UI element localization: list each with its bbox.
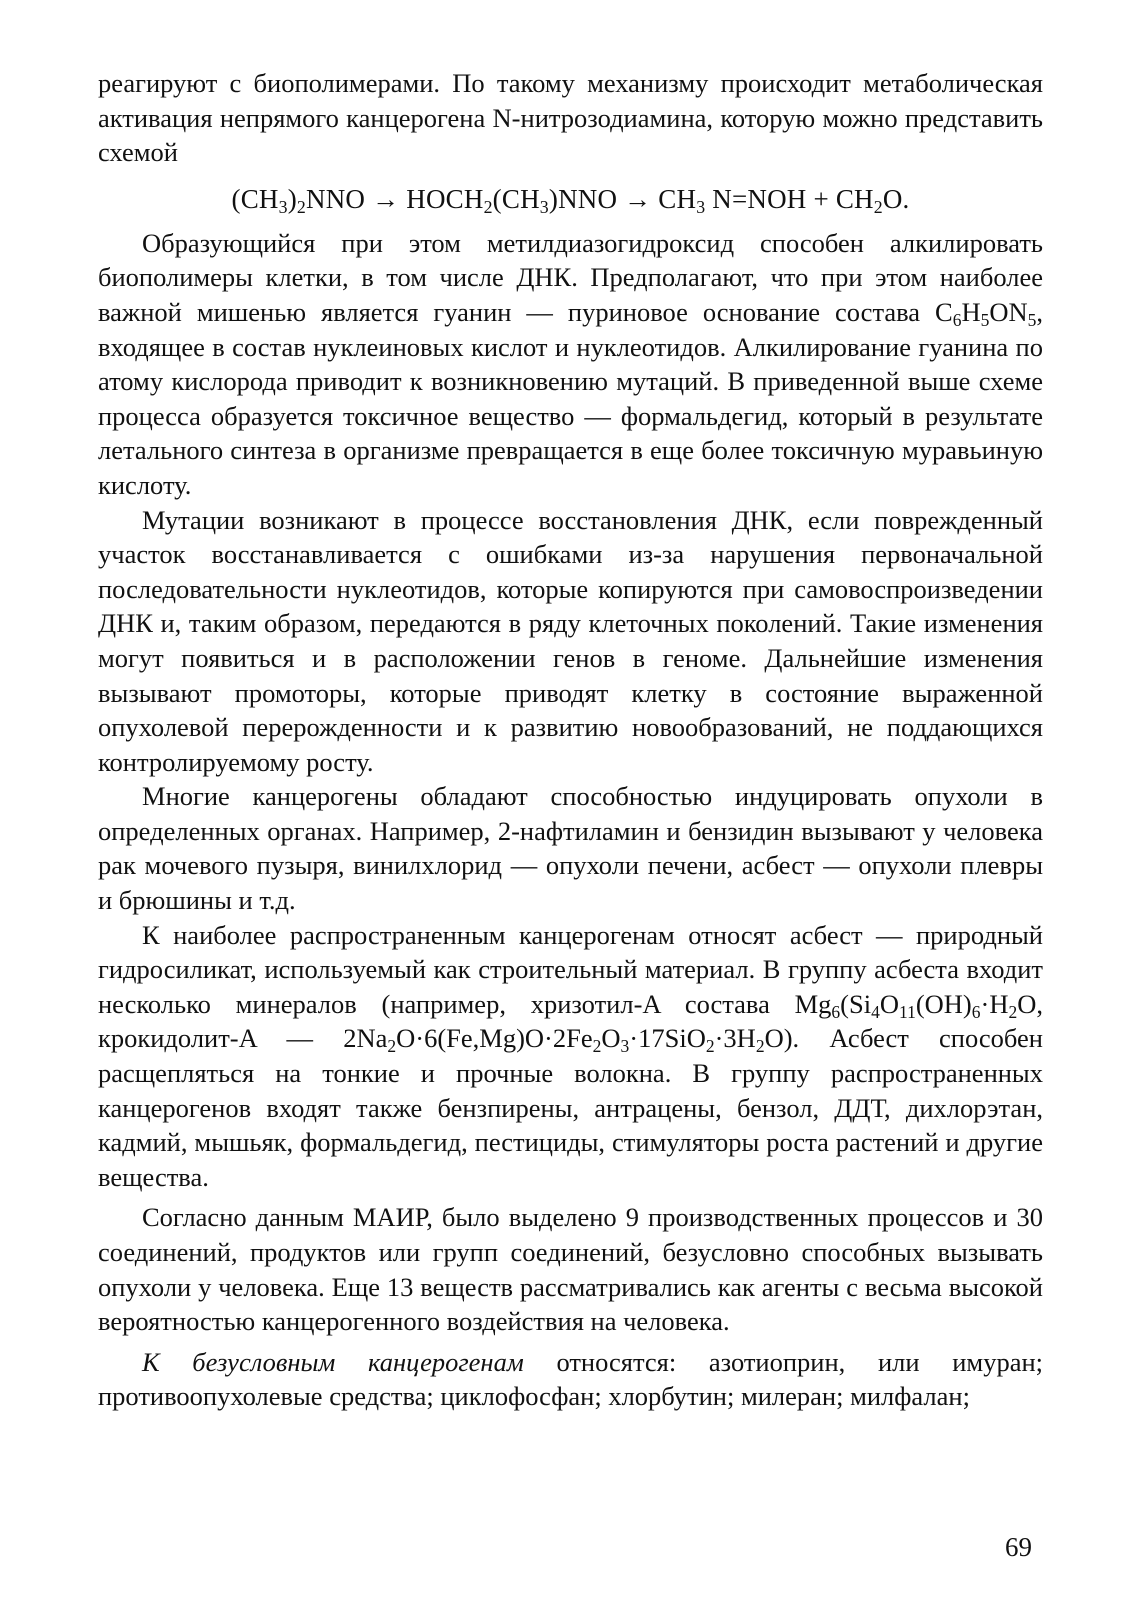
subscript: 11 <box>898 1001 916 1022</box>
formula-part: HOCH <box>406 183 484 214</box>
subscript: 2 <box>755 1036 765 1057</box>
paragraph <box>98 1345 1043 1414</box>
paragraph <box>98 918 1043 1195</box>
subscript: 5 <box>1027 309 1037 330</box>
paragraph-text: O). Асбест способен расщепляться на тонкие и прочные волокна. В группу распространенных канцерогенов входят также бензпирены, антрацены, бензол, ДДТ, дихлорэтан, кадмий, мышьяк, формальдегид, пестициды, стимуляторы роста растений и другие вещества. <box>98 1023 1043 1192</box>
page-text <box>98 66 1043 1414</box>
subscript: 6 <box>831 1001 841 1022</box>
paragraph-text: (Si <box>840 988 872 1019</box>
paragraph-text: Многие канцерогены обладают способностью индуцировать опухоли в определенных органах. Например, 2-нафтиламин и бензидин вызывают у человека рак мочевого пузыря, винилхлорид — опухоли печени, асбест — опухоли плевры и брюшины и т.д. <box>98 781 1043 916</box>
formula-part: N=NOH + CH <box>705 183 874 214</box>
paragraph-text: К наиболее распространенным канцерогенам относят асбест — природный гидросиликат, используемый как строительный материал. В группу асбеста входит несколько минералов (например, хризотил-A состава Mg <box>98 919 1043 1019</box>
paragraph-text: ON <box>989 296 1028 327</box>
paragraph-text: Образующийся при этом метилдиазогидроксид способен алкилировать биополимеры клетки, в том числе ДНК. Предполагают, что при этом наиболее важной мишенью является гуанин — пуриновое основание состава C <box>98 227 1043 327</box>
formula-part: CH <box>658 183 697 214</box>
paragraph-text: , входящее в состав нуклеиновых кислот и нуклеотидов. Алкилирование гуанина по атому кислорода приводит к возникновению мутаций. В приведенной выше схеме процесса образуется токсичное вещество — формальдегид, который в результате летального синтеза в организме превращается в еще более токсичную муравьиную кислоту. <box>98 296 1043 500</box>
paragraph-text: Мутации возникают в процессе восстановления ДНК, если поврежденный участок восстанавливается с ошибками из-за нарушения первоначальной последовательности нуклеотидов, которые копируются при самовоспроизведении ДНК и, таким образом, передаются в ряду клеточных поколений. Такие изменения могут появиться и в расположении генов в геноме. Дальнейшие изменения вызывают промоторы, которые приводят клетку в состояние выраженной опухолевой перерожденности и к развитию новообразований, не поддающихся контролируемому росту. <box>98 504 1043 777</box>
subscript: 4 <box>871 1001 880 1022</box>
paragraph-text: ·H <box>980 988 1009 1019</box>
subscript: 5 <box>980 309 990 330</box>
formula-part: O. <box>882 183 910 214</box>
subscript: 2 <box>387 1036 397 1057</box>
paragraph-text: Согласно данным МАИР, было выделено 9 производственных процессов и 30 соединений, продуктов или групп соединений, безусловно способных вызывать опухоли у человека. Еще 13 веществ рассматривались как агенты с весьма высокой вероятностью канцерогенного воздействия на человека. <box>98 1202 1043 1337</box>
paragraph-text: ·17SiO <box>629 1023 706 1054</box>
paragraph-text: относятся: азотиоприн, или имуран; противоопухолевые средства; циклофосфан; хлорбутин; милеран; милфалан; <box>98 1346 1043 1412</box>
subscript: 2 <box>296 196 307 217</box>
paragraph-text: O <box>879 988 899 1019</box>
paragraph-text: (OH) <box>915 988 972 1019</box>
page-number: 69 <box>1005 1532 1032 1562</box>
arrow: → <box>365 183 407 214</box>
formula-part: (CH <box>492 183 540 214</box>
paragraph-text: ·3H <box>714 1023 756 1054</box>
subscript: 2 <box>592 1036 602 1057</box>
subscript: 2 <box>705 1036 715 1057</box>
paragraph-text: H <box>961 296 981 327</box>
paragraph <box>98 66 1043 170</box>
formula-part: NNO <box>306 183 366 214</box>
subscript: 6 <box>971 1001 981 1022</box>
subscript: 2 <box>873 196 883 217</box>
formula-part: ) <box>287 183 297 214</box>
paragraph-text: реагируют с биополимерами. По такому механизму происходит метаболическая активация непрямого канцерогена N-нитрозодиамина, которую можно представить схемой <box>98 68 1043 168</box>
subscript: 6 <box>952 309 962 330</box>
arrow: → <box>617 183 659 214</box>
subscript: 3 <box>539 196 549 217</box>
paragraph <box>98 226 1043 503</box>
subscript: 3 <box>696 196 706 217</box>
chemical-formula <box>98 182 1043 216</box>
paragraph <box>98 779 1043 917</box>
paragraph <box>98 503 1043 780</box>
formula-part: (CH <box>231 183 279 214</box>
subscript: 2 <box>483 196 493 217</box>
subscript: 3 <box>620 1036 630 1057</box>
italic-term: К безусловным канцерогенам <box>142 1346 524 1377</box>
subscript: 2 <box>1008 1001 1018 1022</box>
paragraph <box>98 1200 1043 1338</box>
paragraph-text: O <box>601 1023 621 1054</box>
paragraph-text: O·6(Fe,Mg)O·2Fe <box>396 1023 593 1054</box>
formula-part: )NNO <box>548 183 618 214</box>
subscript: 3 <box>278 196 288 217</box>
paragraph-text: O, крокидолит-A — 2Na <box>98 988 1043 1054</box>
